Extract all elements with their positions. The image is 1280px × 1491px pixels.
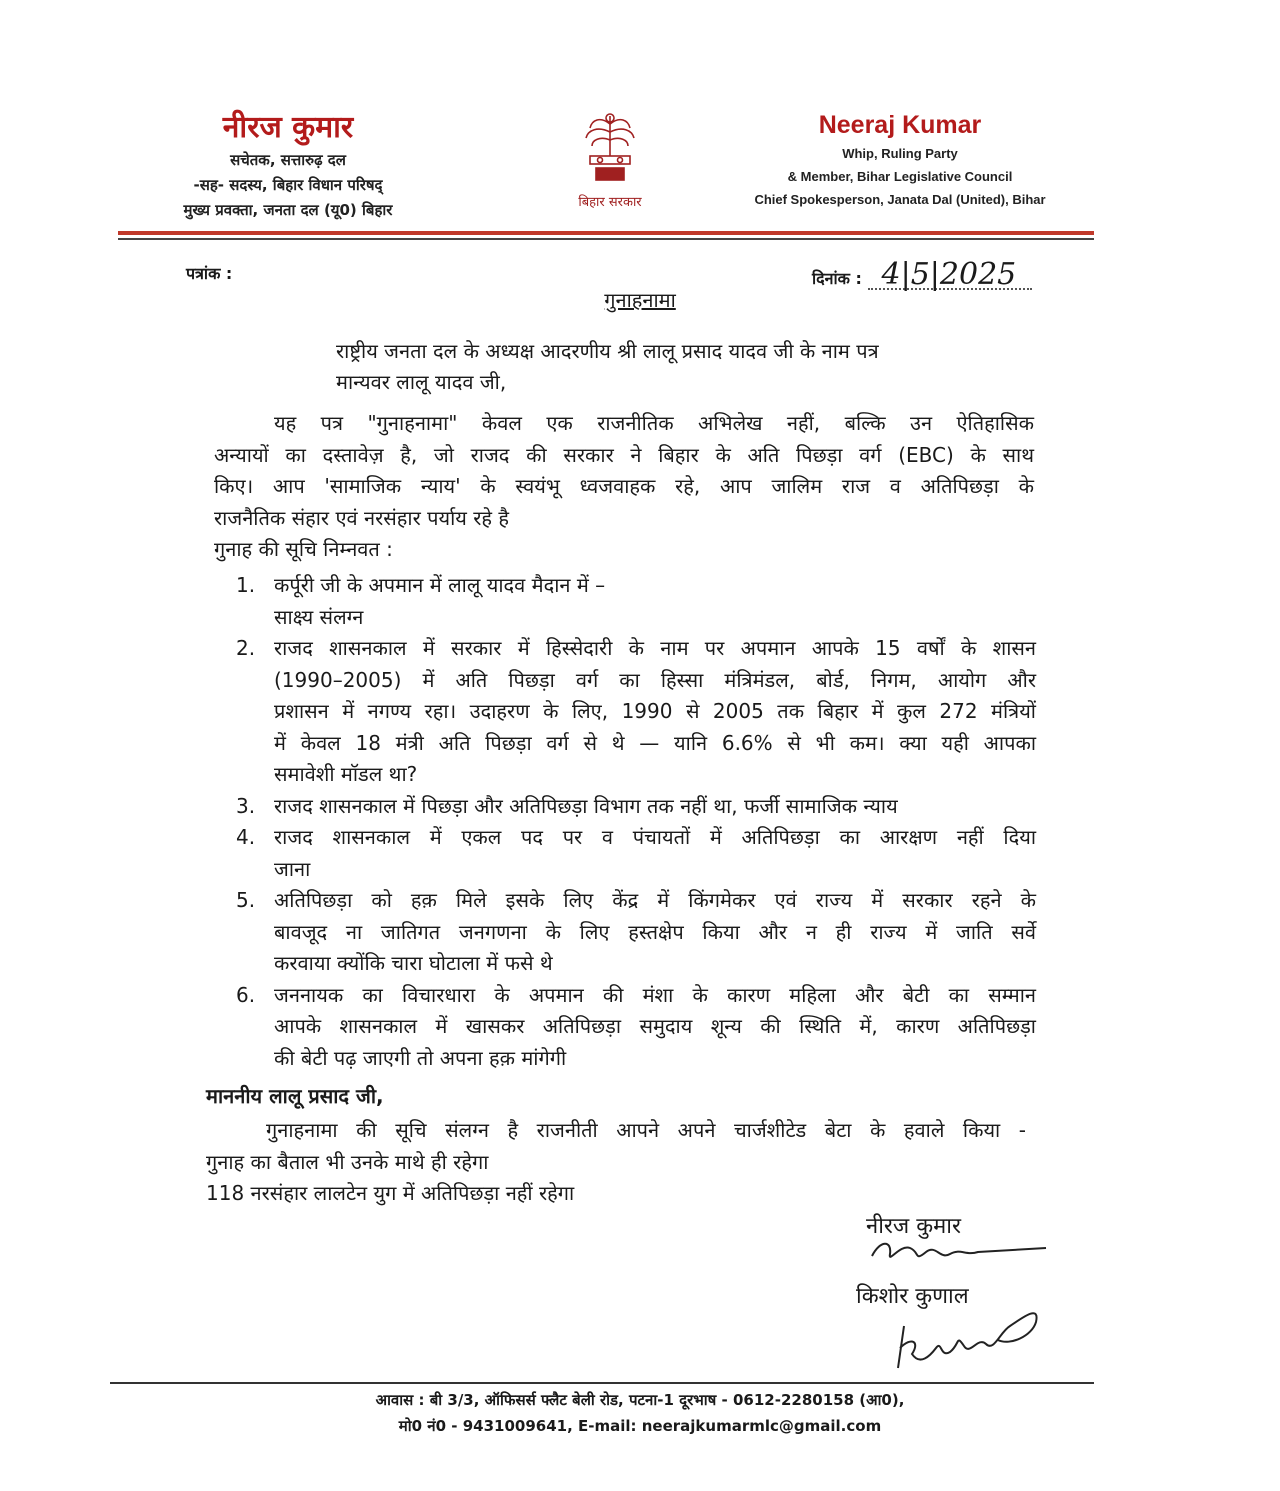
signatory-name-2: किशोर कुणाल — [856, 1284, 969, 1309]
item-number: 4. — [236, 825, 256, 849]
closing-paragraph — [206, 1115, 1026, 1210]
item-number: 1. — [236, 573, 256, 597]
list-item — [236, 633, 1036, 791]
list-item — [236, 885, 1036, 980]
item-line: राजद शासनकाल में सरकार में हिस्सेदारी के नाम पर अपमान आपके 15 वर्षों के शासन — [274, 636, 1036, 660]
emblem-caption: बिहार सरकार — [578, 195, 642, 210]
item-line: जननायक का विचारधारा के अपमान की मंशा के कारण महिला और बेटी का सम्मान — [274, 982, 1036, 1007]
header-divider-dark — [118, 238, 1094, 240]
reference-label: पत्रांक : — [186, 264, 233, 283]
closing-salutation: माननीय लालू प्रसाद जी, — [206, 1084, 384, 1108]
item-line: समावेशी मॉडल था? — [274, 762, 418, 786]
english-line-2: & Member, Bihar Legislative Council — [787, 169, 1013, 184]
letterhead-hindi — [118, 108, 458, 223]
designation-line-3: मुख्य प्रवक्ता, जनता दल (यू0) बिहार — [183, 201, 393, 219]
item-line: आपके शासनकाल में खासकर अतिपिछड़ा समुदाय शून्य की स्थिति में, कारण अतिपिछड़ा — [274, 1014, 1036, 1038]
item-line: बावजूद ना जातिगत जनगणना के लिए हस्तक्षेप किया और न ही राज्य में जाति सर्वे — [274, 919, 1036, 944]
closing-line: गुनाहनामा की सूचि संलग्न है राजनीती आपने अपने चार्जशीटेड बेटा के हवाले किया - — [266, 1118, 1026, 1142]
item-line: अतिपिछड़ा को हक़ मिले इसके लिए केंद्र में किंगमेकर एवं राज्य में सरकार रहने के — [274, 888, 1036, 912]
letterhead-english — [740, 108, 1060, 211]
date-value: 4|5|2025 — [868, 262, 1032, 290]
header-divider-red — [118, 231, 1094, 235]
item-line: राजद शासनकाल में पिछड़ा और अतिपिछड़ा विभाग तक नहीं था, फर्जी सामाजिक न्याय — [274, 793, 898, 818]
intro-line: यह पत्र "गुनाहनामा" केवल एक राजनीतिक अभिलेख नहीं, बल्कि उन ऐतिहासिक — [274, 411, 1034, 435]
footer-contact: मो0 नं0 - 9431009641, E-mail: neerajkumarmlc@gmail.com — [398, 1417, 882, 1435]
intro-line: अन्यायों का दस्तावेज़ है, जो राजद की सरकार ने बिहार के अति पिछड़ा वर्ग (EBC) के साथ — [214, 442, 1034, 467]
designation-line-1: सचेतक, सत्तारुढ़ दल — [230, 151, 346, 169]
date-label: दिनांक : — [812, 269, 862, 288]
letter-subject: गुनाहनामा — [604, 288, 676, 312]
item-line: कर्पूरी जी के अपमान में लालू यादव मैदान में – — [274, 573, 606, 597]
bihar-government-emblem — [560, 110, 660, 210]
closing-line: 118 नरसंहार लालटेन युग में अतिपिछड़ा नहीं रहेगा — [206, 1181, 575, 1205]
list-item — [236, 980, 1036, 1075]
footer-address: आवास : बी 3/3, ऑफिसर्स फ्लैट बेली रोड, पटना-1 दूरभाष - 0612-2280158 (आ0), — [375, 1391, 905, 1409]
signature-scribble-icon — [870, 1234, 1050, 1268]
list-item — [236, 822, 1036, 885]
salutation: मान्यवर लालू यादव जी, — [336, 370, 507, 394]
item-number: 3. — [236, 793, 256, 818]
signatory-name-1: नीरज कुमार — [866, 1214, 961, 1239]
item-line: में केवल 18 मंत्री अति पिछड़ा वर्ग से थे — यानि 6.6% से भी कम। क्या यही आपका — [274, 730, 1036, 755]
signature-scribble-icon — [890, 1296, 1050, 1372]
item-line: जाना — [274, 856, 311, 881]
designation-line-2: -सह- सदस्य, बिहार विधान परिषद् — [193, 176, 383, 194]
ashoka-pillar-emblem-icon — [570, 110, 650, 186]
english-line-1: Whip, Ruling Party — [842, 146, 958, 161]
grievance-list — [236, 570, 1036, 1074]
item-line: साक्ष्य संलग्न — [274, 604, 364, 629]
sender-name-english: Neeraj Kumar — [818, 111, 982, 139]
item-number: 5. — [236, 888, 256, 912]
item-line: की बेटी पढ़ जाएगी तो अपना हक़ मांगेगी — [274, 1045, 567, 1070]
intro-line: किए। आप 'सामाजिक न्याय' के स्वयंभू ध्वजवाहक रहे, आप जालिम राज व अतिपिछड़ा के — [214, 474, 1034, 498]
english-line-3: Chief Spokesperson, Janata Dal (United), Bihar — [754, 192, 1046, 207]
footer-divider — [110, 1382, 1094, 1384]
item-number: 2. — [236, 636, 256, 660]
list-item — [236, 791, 1036, 823]
list-intro: गुनाह की सूचि निम्नवत : — [214, 537, 393, 561]
item-line: करवाया क्योंकि चारा घोटाला में फसे थे — [274, 951, 553, 975]
item-line: (1990–2005) में अति पिछड़ा वर्ग का हिस्सा मंत्रिमंडल, बोर्ड, निगम, आयोग और — [274, 667, 1036, 692]
intro-line: राजनैतिक संहार एवं नरसंहार पर्याय रहे है — [214, 505, 510, 530]
addressee-line: राष्ट्रीय जनता दल के अध्यक्ष आदरणीय श्री लालू प्रसाद यादव जी के नाम पत्र — [336, 339, 879, 363]
intro-paragraph — [214, 408, 1034, 534]
item-line: राजद शासनकाल में एकल पद पर व पंचायतों में अतिपिछड़ा का आरक्षण नहीं दिया — [274, 825, 1036, 849]
item-number: 6. — [236, 982, 256, 1007]
sender-name-hindi: नीरज कुमार — [222, 110, 354, 145]
item-line: प्रशासन में नगण्य रहा। उदाहरण के लिए, 1990 से 2005 तक बिहार में कुल 272 मंत्रियों — [274, 699, 1036, 723]
list-item — [236, 570, 1036, 633]
closing-line: गुनाह का बैताल भी उनके माथे ही रहेगा — [206, 1149, 489, 1174]
